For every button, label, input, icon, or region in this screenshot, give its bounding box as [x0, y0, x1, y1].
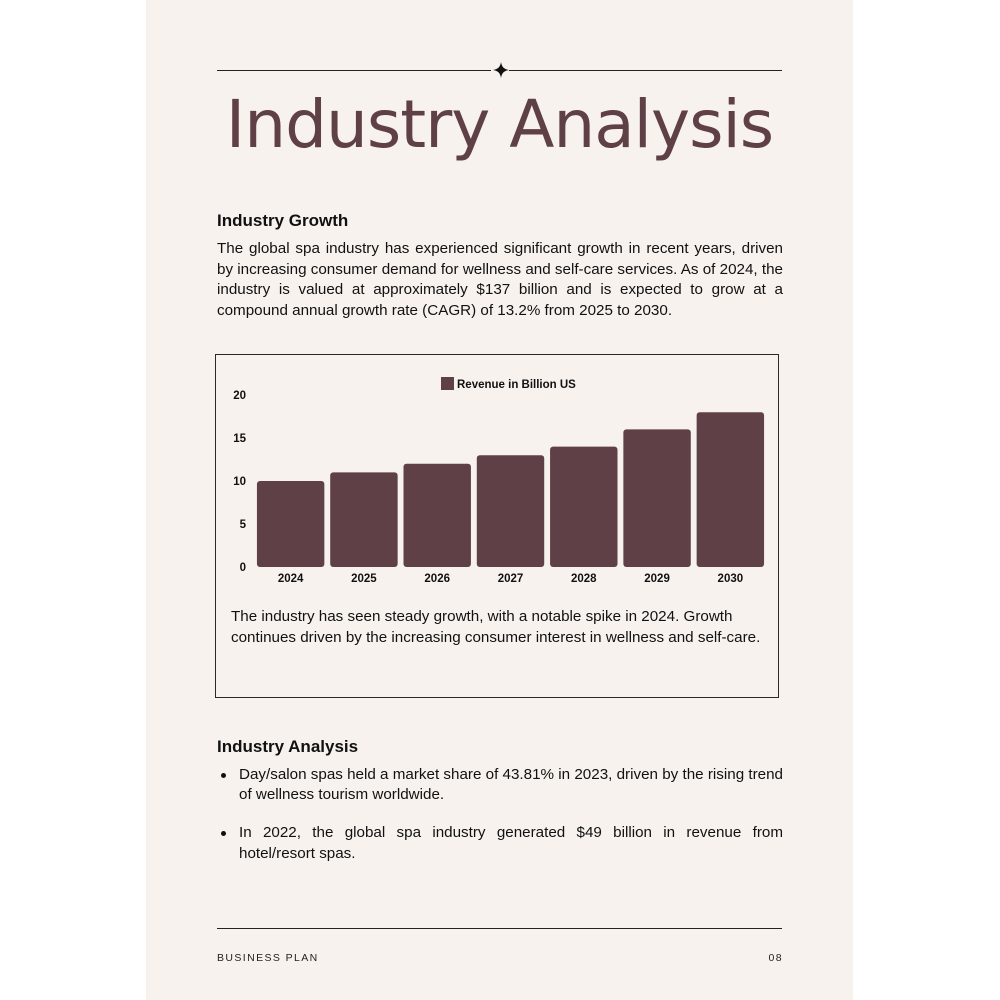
industry-analysis-heading: Industry Analysis [217, 737, 359, 756]
x-tick-label: 2025 [351, 573, 377, 585]
page-number: 08 [768, 952, 783, 964]
bar [550, 447, 617, 567]
bar [257, 481, 324, 567]
bullet-dot-icon [221, 831, 226, 836]
x-tick-label: 2028 [570, 573, 597, 585]
legend-swatch [441, 377, 454, 390]
bullet-text: Day/salon spas held a market share of 43.81% in 2023, driven by the rising trend of wellness tourism worldwide. [239, 766, 783, 804]
industry-growth-paragraph: The global spa industry has experienced significant growth in recent years, driven by increasing consumer demand for wellness and self-care services. As of 2024, the industry is valued at approximately $137 billion and is expected to grow at a compound annual growth rate (CAGR) of 13.2% from 2025 to 2030. [217, 240, 783, 319]
industry-growth-heading: Industry Growth [217, 211, 349, 230]
revenue-chart-panel [215, 354, 779, 698]
x-tick-label: 2024 [277, 573, 304, 585]
y-tick-label: 5 [239, 519, 246, 531]
page-title: Industry Analysis [225, 86, 774, 163]
y-tick-label: 10 [233, 476, 246, 488]
revenue-bar-chart [216, 355, 780, 605]
bar [623, 429, 690, 567]
legend-label: Revenue in Billion US [457, 379, 576, 391]
y-tick-label: 20 [233, 390, 246, 402]
bar [477, 455, 544, 567]
x-tick-label: 2029 [644, 573, 670, 585]
x-tick-label: 2030 [717, 573, 744, 585]
bullet-dot-icon [221, 773, 226, 778]
analysis-bullet-list [217, 765, 783, 882]
list-item [217, 823, 783, 863]
y-tick-label: 0 [239, 562, 246, 574]
bar [404, 464, 471, 567]
top-divider-left [217, 70, 491, 71]
footer-divider [217, 928, 782, 929]
top-divider-right [509, 70, 782, 71]
document-page [146, 0, 853, 1000]
chart-caption: The industry has seen steady growth, with a notable spike in 2024. Growth continues driven by the increasing consumer interest in wellness and self-care. [231, 608, 761, 646]
four-point-star-icon [493, 62, 509, 78]
x-tick-label: 2027 [497, 573, 524, 585]
bullet-text: In 2022, the global spa industry generated $49 billion in revenue from hotel/resort spas. [239, 824, 783, 862]
x-tick-label: 2026 [424, 573, 451, 585]
bar [697, 412, 764, 567]
y-tick-label: 15 [233, 433, 246, 445]
list-item [217, 765, 783, 805]
bar [330, 472, 397, 567]
footer-label: BUSINESS PLAN [217, 952, 319, 964]
